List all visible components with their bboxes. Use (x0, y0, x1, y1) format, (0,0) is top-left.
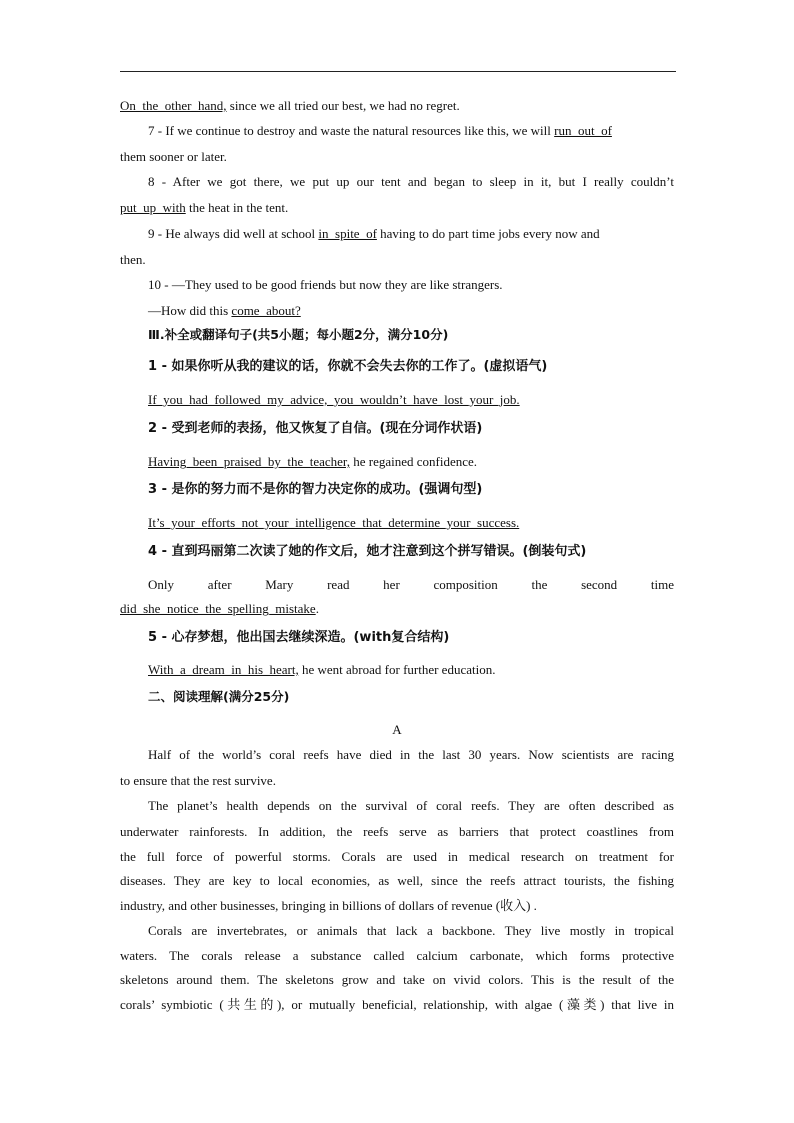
section-3-heading: Ⅲ.补全或翻译句子(共5小题；每小题2分，满分10分) (148, 327, 449, 342)
passage-p3-line4: corals’ symbiotic (共生的), or mutually beneficial, relationship, with algae (藻类) that live in (120, 997, 674, 1012)
vocab-item-7-cont: them sooner or later. (120, 149, 227, 164)
sentence-text: since we all tried our best, we had no regret. (226, 98, 460, 113)
translation-a1: If_you_had_followed_my_advice,_you_wouldn’t_have_lost_your_job. (148, 392, 520, 407)
sentence-text: having to do part time jobs every now and (376, 226, 600, 241)
sentence-text: the heat in the tent. (185, 200, 289, 215)
translation-a4-line2 (120, 600, 674, 618)
sentence-text: —How did this (148, 303, 232, 318)
answer-blank: come_about? (231, 303, 301, 318)
translation-q3: 3 - 是你的努力而不是你的智力决定你的成功。(强调句型) (148, 482, 483, 497)
answer-blank: Having_been_praised_by_the_teacher, (148, 454, 350, 469)
answer-blank: run_out_of (554, 123, 612, 138)
answer-blank: With_a_dream_in_his_heart, (148, 662, 299, 677)
answer-blank: did_she_notice_the_spelling_mistake (120, 601, 316, 616)
reading-heading: 二、阅读理解(满分25分) (148, 689, 290, 704)
passage-p3-line3: skeletons around them. The skeletons grow and take on vivid colors. This is the result of the (120, 972, 674, 987)
passage-p3-line2: waters. The corals release a substance called calcium carbonate, which forms protective (120, 948, 674, 963)
translation-q5: 5 - 心存梦想，他出国去继续深造。(with复合结构) (148, 630, 450, 645)
passage-p2-line5: industry, and other businesses, bringing in billions of dollars of revenue (收入) . (120, 898, 537, 913)
sentence-text: he regained confidence. (349, 454, 478, 469)
passage-p3-line1: Corals are invertebrates, or animals that lack a backbone. They live mostly in tropical (148, 923, 674, 938)
answer-blank: put_up_with (120, 200, 186, 215)
vocab-item-10: 10 - —They used to be good friends but now they are like strangers. (148, 277, 503, 292)
translation-q2: 2 - 受到老师的表扬，他又恢复了自信。(现在分词作状语) (148, 421, 483, 436)
vocab-line-6 (120, 97, 674, 115)
passage-p1-line2: to ensure that the rest survive. (120, 773, 276, 788)
sentence-text: . (315, 601, 319, 616)
vocab-item-9 (148, 225, 674, 243)
passage-p2-line2: underwater rainforests. In addition, the reefs serve as barriers that protect coastlines from (120, 824, 674, 839)
translation-q4: 4 - 直到玛丽第二次读了她的作文后，她才注意到这个拼写错误。(倒装句式) (148, 544, 587, 559)
passage-title: A (392, 722, 402, 737)
passage-p2-line4: diseases. They are key to local economies, as well, since the reefs attract tourists, the fishing (120, 873, 674, 888)
passage-p2-line1: The planet’s health depends on the survival of coral reefs. They are often described as (148, 798, 674, 813)
vocab-item-9-cont: then. (120, 252, 146, 267)
translation-a5 (148, 661, 674, 679)
sentence-text: he went abroad for further education. (298, 662, 496, 677)
translation-a2 (148, 453, 674, 471)
translation-a3: It’s_your_efforts_not_your_intelligence_that_determine_your_success. (148, 515, 520, 530)
answer-blank: in_spite_of (318, 226, 377, 241)
answer-blank: On_the_other_hand, (120, 98, 227, 113)
vocab-item-10-reply (148, 302, 674, 320)
vocab-item-7 (148, 122, 674, 140)
passage-p2-line3: the full force of powerful storms. Corals are used in medical research on treatment for (120, 849, 674, 864)
translation-q1: 1 - 如果你听从我的建议的话，你就不会失去你的工作了。(虚拟语气) (148, 359, 548, 374)
vocab-item-8-cont (120, 199, 674, 217)
passage-p1-line1: Half of the world’s coral reefs have died in the last 30 years. Now scientists are racing (148, 747, 674, 762)
sentence-text: 7 - If we continue to destroy and waste the natural resources like this, we will (148, 123, 555, 138)
translation-a4-line1: Only after Mary read her composition the second time (148, 577, 674, 592)
header-rule (120, 71, 676, 72)
sentence-text: 9 - He always did well at school (148, 226, 319, 241)
vocab-item-8: 8 - After we got there, we put up our tent and began to sleep in it, but I really couldn’t (148, 174, 674, 189)
